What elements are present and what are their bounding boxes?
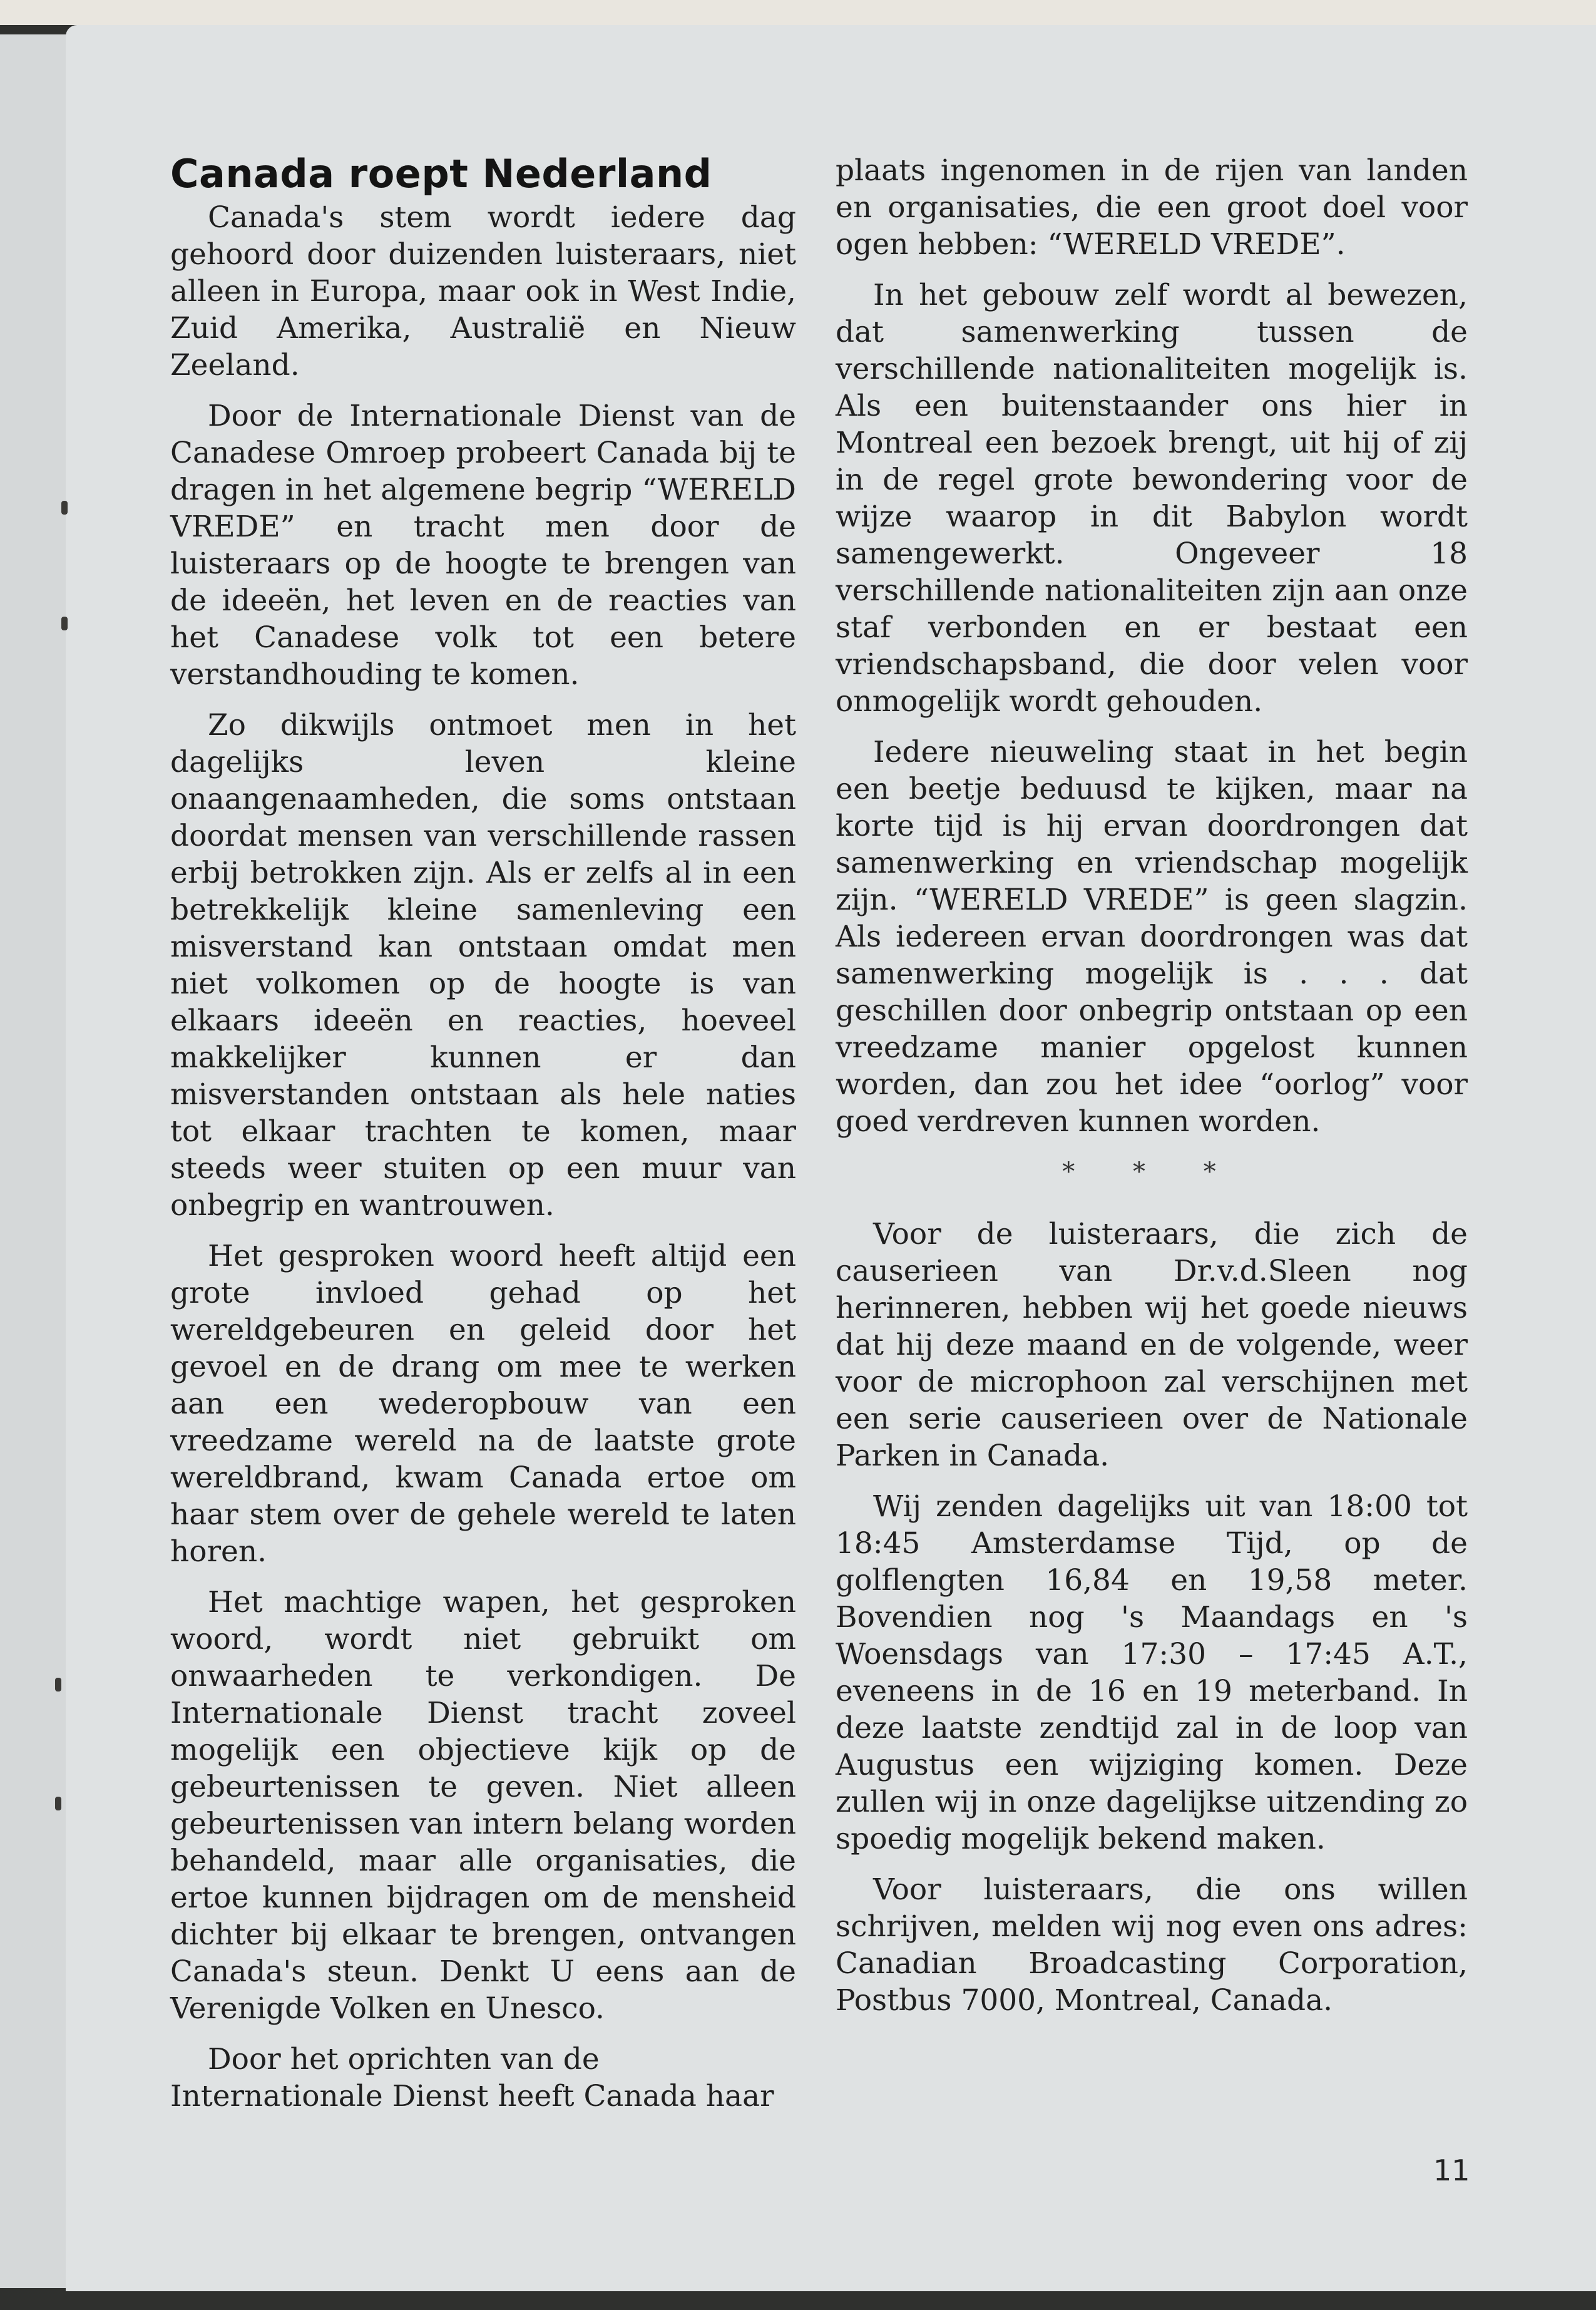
staple-mark [61,501,68,515]
left-column [170,151,796,2128]
staple-mark [55,1678,61,1691]
paragraph: Voor de luisteraars, die zich de causerieen van Dr.v.d.Sleen nog herinneren, hebben wij het goede nieuws dat hij deze maand en de volgende, weer voor de microphoon zal verschijnen met een serie causerieen over de Nationale Parken in Canada. [836,1217,1468,1473]
top-page-edge [0,0,1596,25]
paragraph: Het machtige wapen, het gesproken woord, wordt niet gebruikt om onwaarheden te verkondigen. De Internationale Dienst tracht zoveel mogelijk een objectieve kijk op de gebeurtenissen te geven. Niet alleen gebeurtenissen van intern belang worden behandeld, maar alle organisaties, die ertoe kunnen bijdragen om de mensheid dichter bij elkaar te brengen, ontvangen Canada's steun. Denkt U eens aan de Verenigde Volken en Unesco. [170,1585,796,2026]
staple-mark [61,617,68,630]
paragraph: Zo dikwijls ontmoet men in het dagelijks leven kleine onaangenaamheden, die soms ontstaan doordat mensen van verschillende rassen erbij betrokken zijn. Als er zelfs al in een betrekkelijk kleine samenleving een misverstand kan ontstaan omdat men niet volkomen op de hoogte is van elkaars ideeën en reacties, hoeveel makkelijker kunnen er dan misverstanden ontstaan als hele naties tot elkaar trachten te komen, maar steeds weer stuiten op een muur van onbegrip en wantrouwen. [170,708,796,1223]
paragraph: Door het oprichten van de Internationale Dienst heeft Canada haar [170,2042,774,2113]
paragraph: Wij zenden dagelijks uit van 18:00 tot 18:45 Amsterdamse Tijd, op de golflengten 16,84 en 19,58 meter. Bovendien nog 's Maandags en 's Woensdags van 17:30 – 17:45 A.T., eveneens in de 16 en 19 meterband. In deze laatste zendtijd zal in de loop van Augustus een wijziging komen. Deze zullen wij in onze dagelijkse uitzending zo spoedig mogelijk bekend maken. [836,1489,1468,1856]
paragraph: Het gesproken woord heeft altijd een grote invloed gehad op het wereldgebeuren en geleid door het gevoel en de drang om mee te werken aan een wederopbouw van een vreedzame wereld na de laatste grote wereldbrand, kwam Canada ertoe om haar stem over de gehele wereld te laten horen. [170,1239,796,1569]
article-title: Canada roept Nederland [170,151,712,197]
paragraph: Voor luisteraars, die ons willen schrijven, melden wij nog even ons adres: Canadian Broadcasting Corporation, Postbus 7000, Montreal, Canada. [836,1872,1468,2018]
section-separator: * * * [1062,1158,1241,1186]
page-number: 11 [1433,2153,1470,2187]
staple-mark [55,1797,61,1810]
paragraph: In het gebouw zelf wordt al bewezen, dat samenwerking tussen de verschillende nationaliteiten mogelijk is. Als een buitenstaander ons hier in Montreal een bezoek brengt, uit hij of zij in de regel grote bewondering voor de wijze waarop in dit Babylon wordt samengewerkt. Ongeveer 18 verschillende nationaliteiten zijn aan onze staf verbonden en er bestaat een vriendschapsband, die door velen voor onmogelijk wordt gehouden. [836,278,1468,719]
right-column [836,152,1468,2033]
paragraph-continuation: plaats ingenomen in de rijen van landen en organisaties, die een groot doel voor ogen hebben: “WERELD VREDE”. [836,153,1468,262]
paragraph: Iedere nieuweling staat in het begin een beetje beduusd te kijken, maar na korte tijd is hij ervan doordrongen dat samenwerking en vriendschap mogelijk zijn. “WERELD VREDE” is geen slagzin. Als iedereen ervan doordrongen was dat samenwerking mogelijk is . . . dat geschillen door onbegrip ontstaan op een vreedzame manier opgelost kunnen worden, dan zou het idee “oorlog” voor goed verdreven kunnen worden. [836,735,1468,1139]
previous-page-edge [0,34,76,2288]
paragraph: Door de Internationale Dienst van de Canadese Omroep probeert Canada bij te dragen in het algemene begrip “WERELD VREDE” en tracht men door de luisteraars op de hoogte te brengen van de ideeën, het leven en de reacties van het Canadese volk tot een betere verstandhouding te komen. [170,399,796,692]
paragraph: Canada's stem wordt iedere dag gehoord door duizenden luisteraars, niet alleen in Europa, maar ook in West Indie, Zuid Amerika, Australië en Nieuw Zeeland. [170,200,796,382]
